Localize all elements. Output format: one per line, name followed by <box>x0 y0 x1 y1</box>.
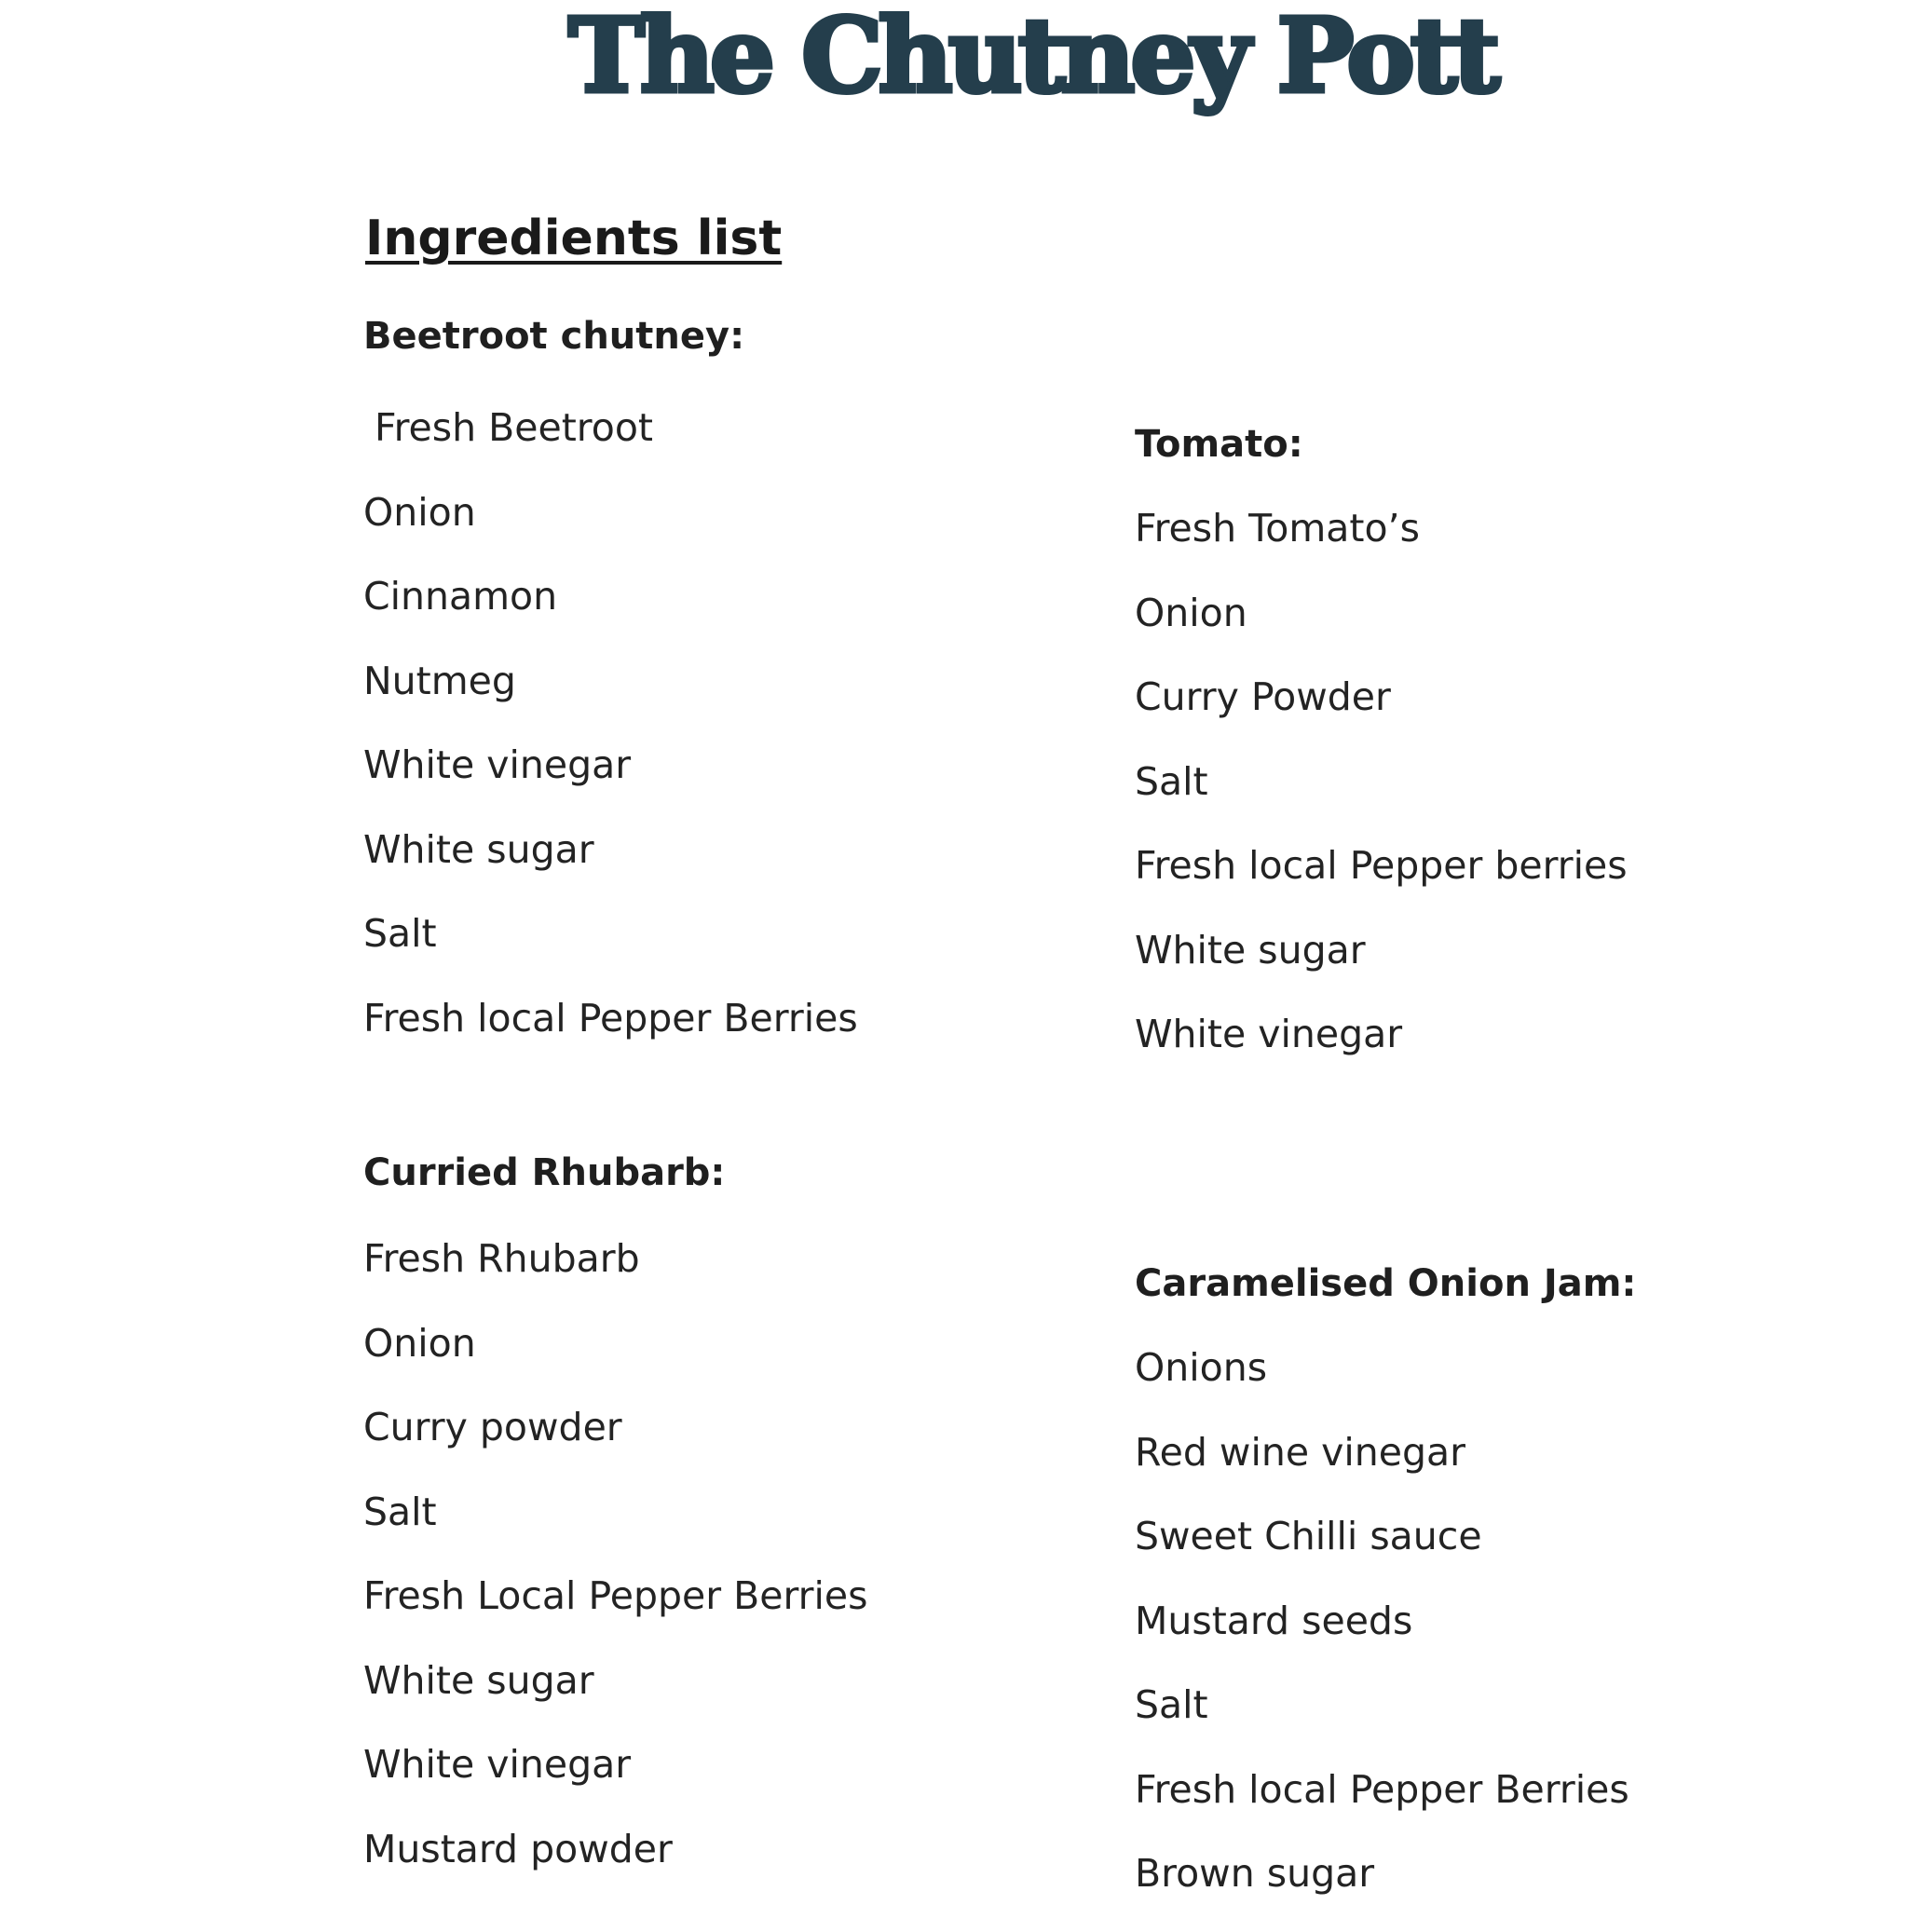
list-item: Salt <box>363 1489 437 1534</box>
list-item: Salt <box>1135 758 1208 804</box>
list-item: White sugar <box>363 826 594 872</box>
list-item: White vinegar <box>363 1742 632 1787</box>
section-title-rhubarb: Curried Rhubarb: <box>363 1151 726 1194</box>
list-item: White sugar <box>1135 927 1366 973</box>
list-item: Mustard seeds <box>1135 1598 1413 1643</box>
list-item: Red wine vinegar <box>1135 1429 1465 1475</box>
list-item: Fresh local Pepper Berries <box>363 995 858 1041</box>
section-title-onion-jam: Caramelised Onion Jam: <box>1135 1262 1637 1305</box>
list-item: Nutmeg <box>363 658 516 703</box>
section-title-tomato: Tomato: <box>1135 423 1303 466</box>
list-item: Fresh Rhubarb <box>363 1236 640 1281</box>
list-item: Onions <box>1135 1345 1268 1390</box>
list-item: Brown sugar <box>1135 1851 1375 1896</box>
list-item: White vinegar <box>1135 1012 1403 1056</box>
list-item: Onion <box>1135 590 1247 635</box>
list-item: Onion <box>363 489 476 535</box>
list-item: Fresh Beetroot <box>375 405 654 450</box>
ingredient-list-onion-jam <box>1135 1341 1629 1932</box>
list-item: Salt <box>363 911 437 956</box>
list-item: Fresh local Pepper berries <box>1135 843 1628 888</box>
list-item: Mustard powder <box>363 1826 673 1871</box>
list-item: Salt <box>1135 1682 1208 1727</box>
list-item: Curry powder <box>363 1405 622 1449</box>
list-item: Cinnamon <box>363 574 558 619</box>
ingredient-list-beetroot <box>363 401 858 1076</box>
list-item: Sweet Chilli sauce <box>1135 1514 1482 1558</box>
list-item: White sugar <box>363 1657 594 1703</box>
list-item: Fresh Tomato’s <box>1135 506 1420 551</box>
list-item: Fresh local Pepper Berries <box>1135 1766 1629 1812</box>
ingredient-list-tomato <box>1135 502 1628 1093</box>
list-item: White vinegar <box>363 742 632 787</box>
list-item: Onion <box>363 1320 476 1366</box>
section-title-beetroot: Beetroot chutney: <box>363 315 745 358</box>
ingredient-list-rhubarb <box>363 1232 867 1907</box>
list-item: Curry Powder <box>1135 674 1391 719</box>
ingredients-list-heading: Ingredients list <box>365 211 783 266</box>
logo-title: The Chutney Pott <box>568 0 1496 116</box>
list-item: Fresh Local Pepper Berries <box>363 1573 868 1618</box>
